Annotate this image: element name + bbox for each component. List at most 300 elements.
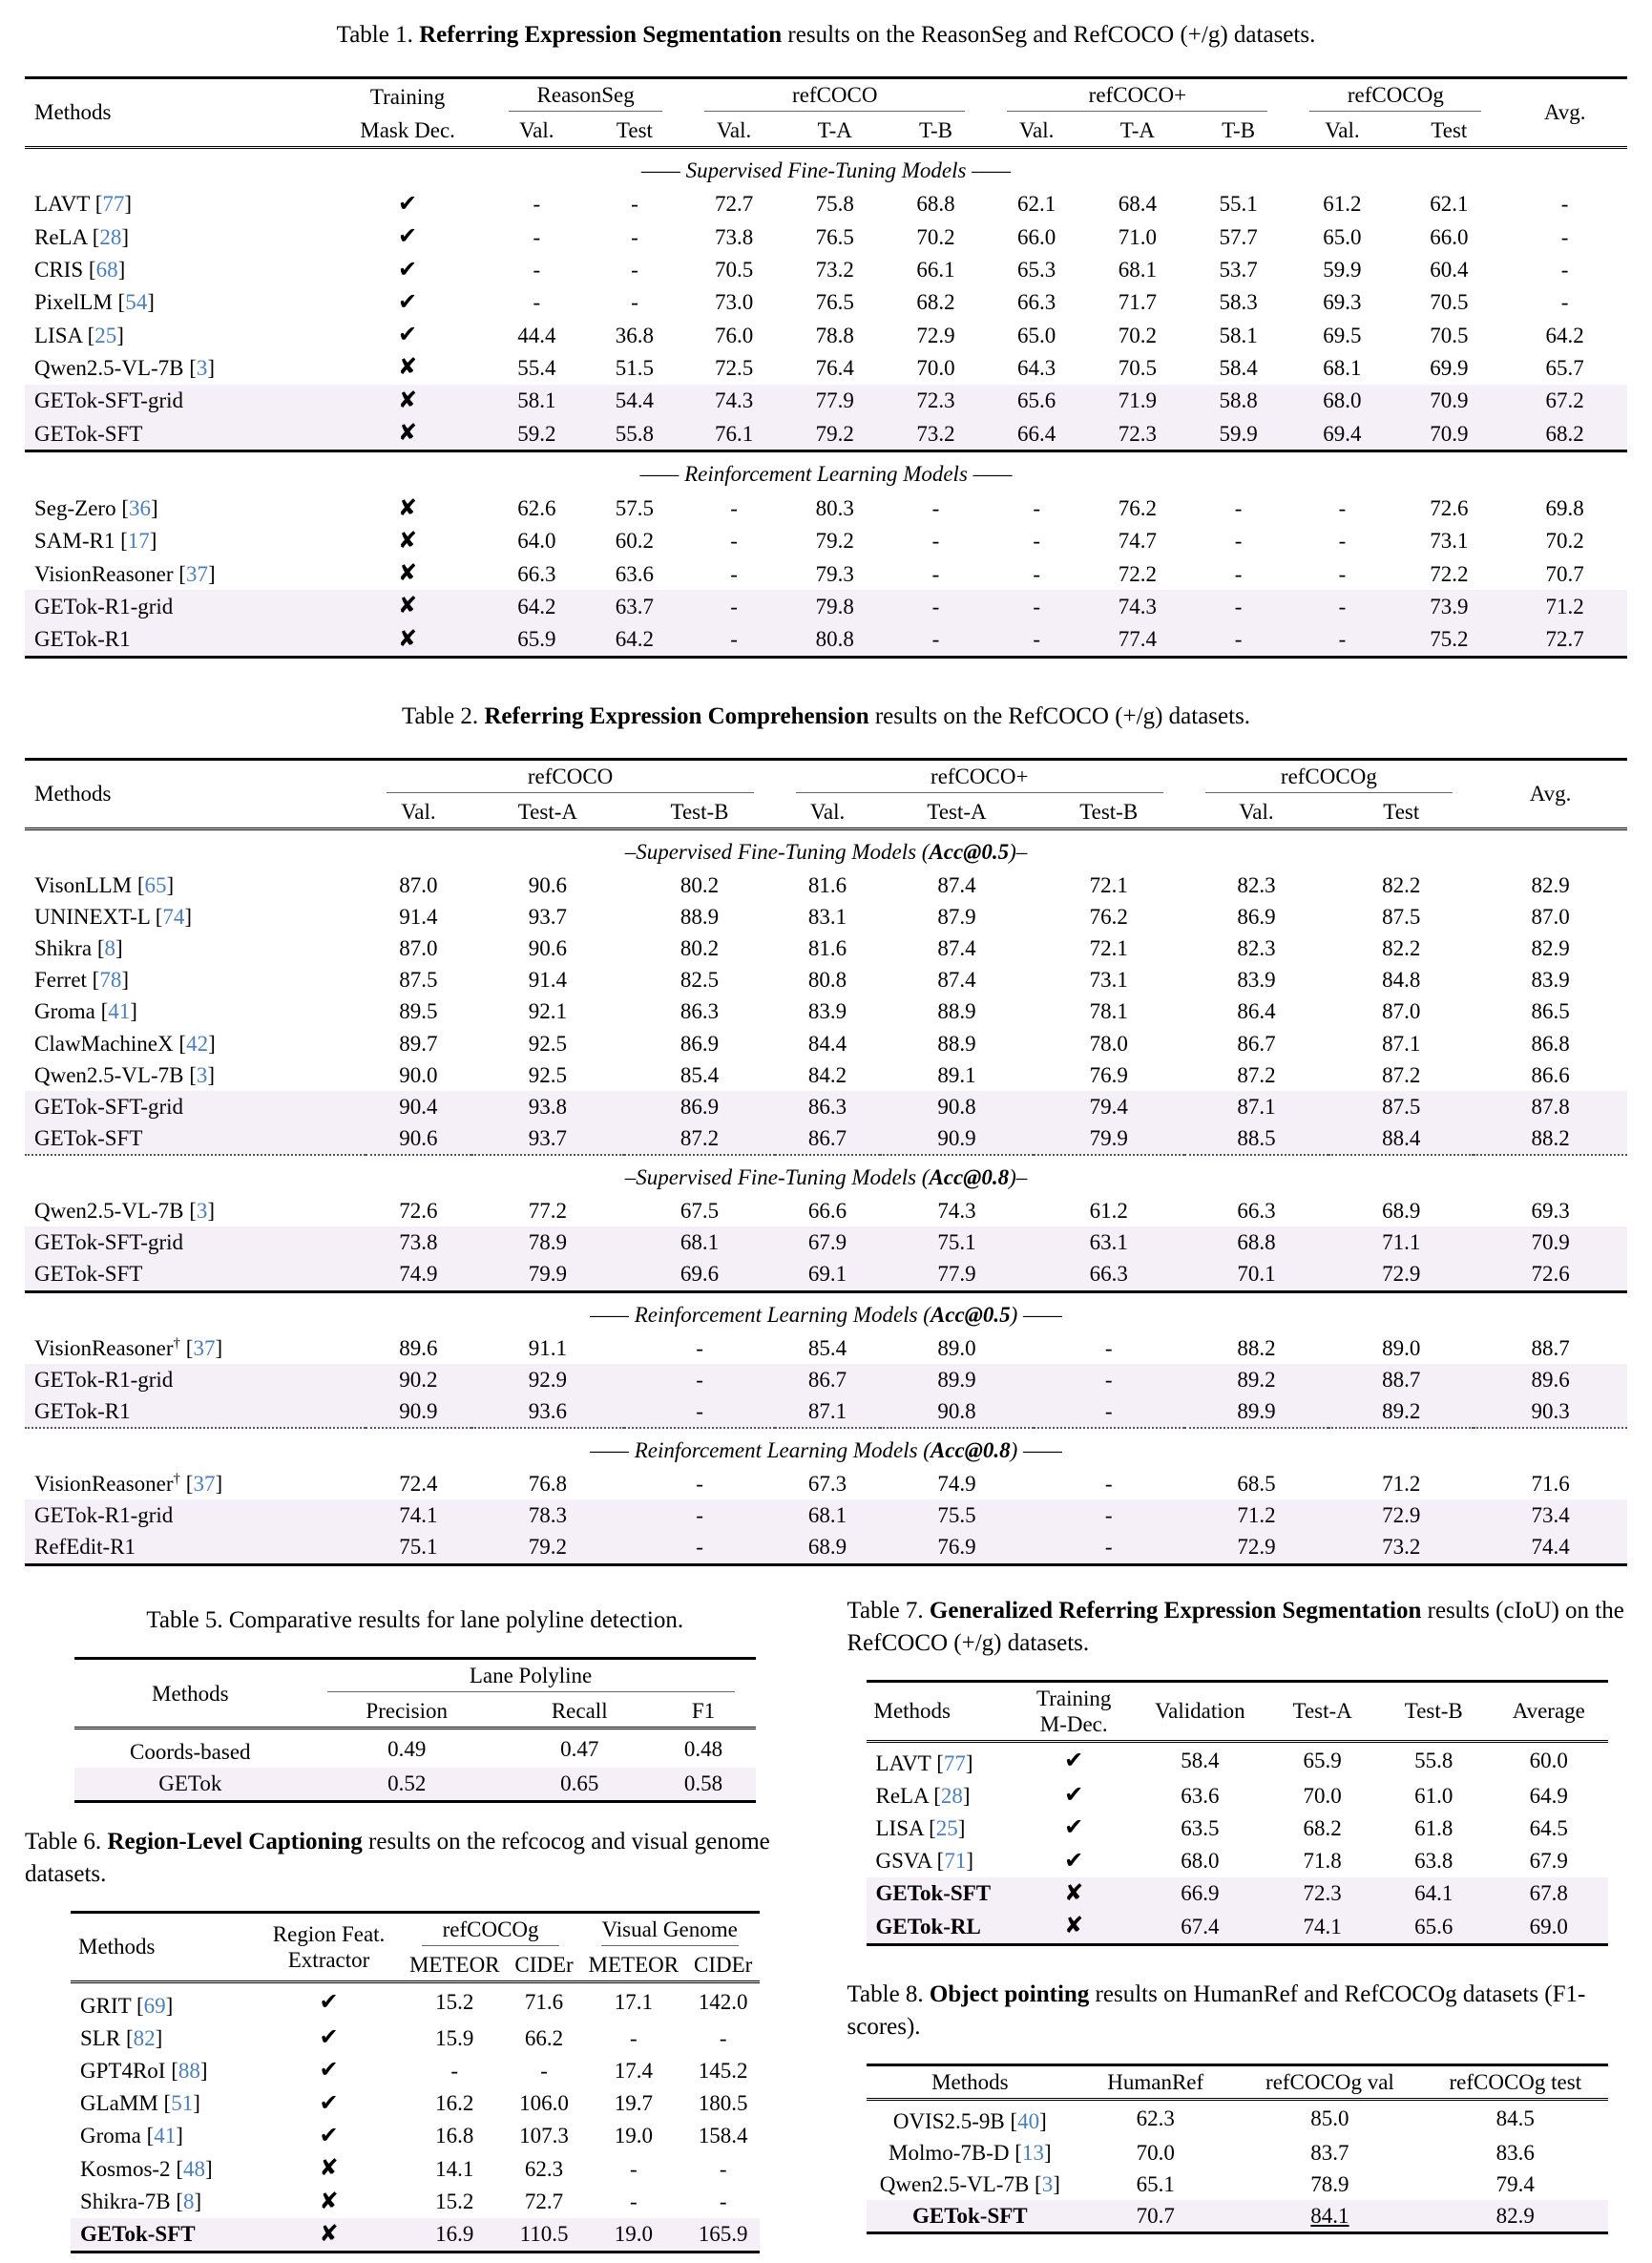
table7-caption-rest: results (cIoU) on the RefCOCO (+/g) datasets.	[847, 1597, 1624, 1657]
value-cell: 75.2	[1430, 627, 1469, 652]
value-cell: 70.5	[714, 258, 754, 283]
value-cell: 68.8	[1237, 1230, 1276, 1255]
value-cell: -	[1560, 258, 1569, 283]
table8	[867, 2064, 1609, 2235]
table-row[interactable]	[25, 1195, 1627, 1226]
method-label: Qwen2.5-VL-7B	[34, 1062, 184, 1087]
value-cell: 80.3	[815, 496, 854, 521]
value-cell: 70.5	[1430, 323, 1469, 347]
value-cell: -	[1338, 496, 1347, 521]
table-row[interactable]	[71, 2054, 760, 2086]
table-rule	[74, 1800, 756, 1802]
value-cell: 67.5	[680, 1199, 720, 1224]
table1-th-rcg-val: Val.	[1325, 117, 1360, 142]
value-cell: 91.4	[528, 968, 567, 993]
value-cell: -	[631, 290, 638, 315]
table-row[interactable]	[867, 1910, 1609, 1942]
value-cell: 90.9	[399, 1398, 438, 1423]
table-row[interactable]	[71, 2152, 760, 2185]
value-cell: -	[696, 1398, 703, 1423]
citation-ref[interactable]: [28]	[928, 1783, 971, 1808]
value-cell: 82.9	[1495, 2204, 1535, 2228]
table7-th-testb: Test-B	[1404, 1699, 1463, 1724]
value-cell: 75.1	[399, 1535, 438, 1560]
value-cell: 63.5	[1181, 1815, 1220, 1840]
citation-ref[interactable]: [8]	[92, 936, 123, 961]
value-cell: -	[1560, 192, 1569, 217]
table1-th-methods: Methods	[34, 100, 112, 125]
citation-ref[interactable]: [17]	[115, 529, 157, 554]
method-label: RefEdit-R1	[34, 1535, 136, 1560]
value-cell: 80.2	[680, 936, 720, 961]
section-label: –Supervised Fine-Tuning Models (Acc@0.8)–	[624, 1165, 1028, 1190]
table1	[25, 76, 1627, 660]
value-cell: 64.2	[615, 627, 655, 652]
citation-ref[interactable]: [3]	[1029, 2171, 1060, 2196]
method-label: ReLA	[875, 1783, 929, 1808]
table-row[interactable]	[25, 1364, 1627, 1395]
value-cell: 66.9	[1181, 1881, 1220, 1906]
value-cell: 70.1	[1237, 1262, 1276, 1287]
cross-icon: ✘	[398, 421, 418, 447]
table1-th-rcp-tb: T-B	[1222, 117, 1256, 142]
table-row[interactable]	[71, 2022, 760, 2054]
value-cell: -	[1104, 1535, 1113, 1560]
citation-ref[interactable]: [82]	[120, 2025, 163, 2050]
value-cell: 55.8	[1414, 1749, 1453, 1773]
method-label: GPT4RoI	[80, 2058, 166, 2083]
method-name-cell	[25, 623, 327, 656]
cross-icon: ✘	[1064, 1914, 1084, 1939]
citation-ref[interactable]: [40]	[1004, 2108, 1047, 2133]
value-cell: 73.8	[714, 224, 754, 249]
value-cell: 72.1	[1089, 936, 1128, 961]
value-cell: 82.9	[1531, 872, 1570, 897]
dagger-marker: †	[173, 1471, 181, 1487]
value-cell: -	[1104, 1472, 1113, 1497]
method-label: PixelLM	[34, 290, 113, 315]
table-row[interactable]	[867, 2200, 1609, 2232]
table-row[interactable]	[25, 286, 1627, 319]
citation-ref[interactable]: [28]	[86, 224, 130, 249]
table1-caption	[25, 19, 1627, 52]
method-label: ClawMachineX	[34, 1031, 174, 1056]
method-name-cell	[25, 417, 327, 450]
table-row[interactable]	[25, 492, 1627, 525]
value-cell: 88.7	[1382, 1367, 1421, 1392]
value-cell: 17.1	[614, 1990, 653, 2015]
table8-caption-bold: Object pointing	[929, 1980, 1090, 2007]
value-cell: 65.6	[1017, 388, 1056, 413]
value-cell: 73.8	[399, 1230, 438, 1255]
checkmark-icon: ✔	[398, 289, 418, 315]
citation-ref[interactable]: [54]	[112, 290, 155, 315]
value-cell: 70.9	[1430, 388, 1469, 413]
value-cell: 62.1	[1017, 192, 1056, 217]
value-cell: 85.0	[1310, 2106, 1349, 2131]
value-cell: 76.1	[714, 421, 754, 446]
table7-th-validation: Validation	[1155, 1699, 1245, 1724]
value-cell: 87.0	[1531, 905, 1570, 930]
table1-caption-bold: Referring Expression Segmentation	[419, 22, 783, 48]
table-row[interactable]	[867, 1845, 1609, 1877]
table6-th-methods: Methods	[78, 1935, 156, 1959]
method-name-cell	[71, 2087, 257, 2120]
value-cell: 90.2	[399, 1367, 438, 1392]
value-cell: 82.5	[680, 968, 720, 993]
value-cell: 0.47	[560, 1736, 599, 1761]
dagger-marker: †	[173, 1335, 181, 1352]
table2-th-refcocoplus	[775, 759, 1184, 796]
citation-ref[interactable]: [41]	[94, 999, 137, 1024]
value-cell: 71.9	[1118, 388, 1157, 413]
citation-ref[interactable]: [78]	[86, 968, 130, 993]
value-cell: 72.2	[1118, 561, 1157, 586]
value-cell: 58.4	[1181, 1749, 1220, 1773]
citation-ref[interactable]: [13]	[1009, 2140, 1052, 2165]
value-cell: 89.5	[399, 999, 438, 1024]
citation-ref[interactable]: [8]	[170, 2190, 202, 2214]
table-row[interactable]	[867, 1779, 1609, 1812]
method-name-cell	[71, 2022, 257, 2054]
method-label: LISA	[34, 323, 82, 347]
rule	[327, 1691, 735, 1692]
value-cell: 79.2	[815, 529, 854, 554]
citation-ref[interactable]: [3]	[183, 1062, 216, 1087]
value-cell: -	[1338, 595, 1347, 619]
value-cell: 59.2	[517, 421, 556, 446]
value-cell: -	[696, 1367, 703, 1392]
value-cell: -	[696, 1535, 703, 1560]
table-row[interactable]	[867, 1812, 1609, 1844]
citation-ref[interactable]: [74]	[149, 905, 193, 930]
value-cell: 70.0	[1303, 1783, 1342, 1808]
value-cell: 73.0	[714, 290, 754, 315]
section-divider-row	[25, 1428, 1627, 1468]
value-cell: 79.3	[815, 561, 854, 586]
value-cell: 54.4	[615, 388, 655, 413]
table-row[interactable]	[25, 417, 1627, 450]
table6-th-region-feat-line1: Region Feat.	[272, 1921, 386, 1946]
method-label: Groma	[80, 2124, 141, 2148]
value-cell: 70.7	[1136, 2204, 1175, 2228]
value-cell: 68.1	[1323, 356, 1362, 381]
value-cell: 74.1	[399, 1503, 438, 1528]
table1-th-reasonseg	[488, 77, 683, 115]
table-row[interactable]	[74, 1729, 756, 1769]
method-label: Ferret	[34, 968, 87, 993]
method-name-cell	[71, 2186, 257, 2218]
bottom-columns	[25, 1595, 1627, 2254]
citation-ref[interactable]: [88]	[165, 2058, 208, 2083]
value-cell: 14.1	[435, 2156, 474, 2181]
rule	[71, 2251, 760, 2253]
table-row[interactable]	[25, 1059, 1627, 1091]
value-cell: 82.2	[1382, 872, 1421, 897]
value-cell: 67.3	[807, 1472, 847, 1497]
table6-caption	[25, 1826, 805, 1892]
table-row[interactable]	[71, 2186, 760, 2218]
value-cell: 90.6	[399, 1125, 438, 1150]
table-row[interactable]	[25, 1531, 1627, 1562]
method-label: GRIT	[80, 1993, 132, 2018]
value-cell: 44.4	[517, 323, 556, 347]
value-cell: 79.2	[528, 1535, 567, 1560]
table-row[interactable]	[25, 932, 1627, 964]
value-cell: 60.0	[1529, 1749, 1568, 1773]
table-row[interactable]	[867, 2137, 1609, 2169]
citation-ref[interactable]: [51]	[157, 2091, 200, 2116]
table-row[interactable]	[71, 2120, 760, 2152]
citation-ref[interactable]: [48]	[170, 2156, 213, 2181]
value-cell: 15.2	[435, 1990, 474, 2015]
value-cell: -	[630, 2156, 638, 2181]
table8-caption	[847, 1979, 1628, 2044]
value-cell: 91.1	[528, 1335, 567, 1360]
table6-th-vg-meteor: METEOR	[588, 1952, 680, 1977]
cross-icon: ✘	[398, 528, 418, 554]
table-row[interactable]	[25, 1226, 1627, 1258]
table-row[interactable]	[25, 870, 1627, 901]
value-cell: 51.5	[615, 356, 655, 381]
table-rule	[25, 656, 1627, 658]
table-row[interactable]	[74, 1768, 756, 1799]
table-row[interactable]	[71, 2218, 760, 2251]
table-row[interactable]	[71, 2087, 760, 2120]
value-cell: 66.6	[807, 1199, 847, 1224]
value-cell: -	[730, 595, 738, 619]
value-cell: 89.0	[937, 1335, 976, 1360]
table2-th-rcp-val: Val.	[809, 799, 846, 824]
method-label: Kosmos-2	[80, 2156, 171, 2181]
value-cell: 71.6	[524, 1990, 564, 2015]
table8-th-refcocog-val: refCOCOg val	[1265, 2069, 1394, 2094]
value-cell: 66.3	[1017, 290, 1056, 315]
value-cell: -	[533, 224, 541, 249]
table-row[interactable]	[25, 351, 1627, 384]
table-row[interactable]	[867, 1741, 1609, 1779]
table6-th-refcocog-label: refCOCOg	[442, 1917, 539, 1941]
value-cell: 63.7	[615, 595, 655, 619]
citation-ref[interactable]: [3]	[183, 1199, 216, 1224]
table7-caption-bold: Generalized Referring Expression Segmentation	[929, 1597, 1422, 1624]
section-divider-row	[25, 451, 1627, 492]
table-row[interactable]	[25, 1091, 1627, 1122]
table2-th-rc-val: Val.	[401, 799, 436, 824]
table-row[interactable]	[25, 1258, 1627, 1289]
citation-ref[interactable]: [37]	[180, 1335, 223, 1360]
citation-ref[interactable]: [77]	[931, 1750, 973, 1775]
value-cell: 62.1	[1430, 192, 1469, 217]
value-cell: 63.6	[615, 561, 655, 586]
rule	[796, 792, 1163, 793]
table1-th-rcp-val: Val.	[1018, 117, 1055, 142]
value-cell: -	[931, 595, 940, 619]
value-cell: 76.9	[937, 1535, 976, 1560]
value-cell: 90.6	[528, 872, 567, 897]
table-row[interactable]	[25, 623, 1627, 656]
table2-caption-prefix: Table 2.	[401, 703, 479, 730]
rule	[1205, 792, 1453, 793]
value-cell: -	[1234, 496, 1243, 521]
value-cell: -	[730, 529, 738, 554]
table-row[interactable]	[25, 188, 1627, 220]
table-row[interactable]	[867, 2169, 1609, 2200]
value-cell: 59.9	[1219, 421, 1258, 446]
table-row[interactable]	[25, 1122, 1627, 1154]
value-cell: 67.2	[1545, 388, 1584, 413]
value-cell: 16.9	[435, 2222, 474, 2247]
method-label: LAVT	[875, 1750, 931, 1775]
value-cell: 74.9	[937, 1472, 976, 1497]
value-cell: 87.1	[1382, 1031, 1421, 1056]
value-cell: 67.4	[1181, 1914, 1220, 1938]
value-cell: 80.2	[680, 872, 720, 897]
table-row[interactable]	[25, 1028, 1627, 1059]
citation-ref[interactable]: [36]	[115, 496, 158, 521]
method-label: CRIS	[34, 258, 84, 283]
rule	[387, 792, 754, 793]
table-row[interactable]	[25, 220, 1627, 253]
method-name-cell	[25, 1364, 366, 1395]
citation-ref[interactable]: [25]	[81, 323, 124, 347]
value-cell: 62.3	[1136, 2106, 1175, 2131]
table-row[interactable]	[25, 254, 1627, 286]
citation-ref[interactable]: [69]	[131, 1993, 174, 2018]
table-rule	[25, 1563, 1627, 1565]
citation-ref[interactable]: [68]	[83, 258, 126, 283]
table5-th-f1: F1	[691, 1699, 716, 1724]
value-cell: 58.8	[1219, 388, 1258, 413]
value-cell: 91.4	[399, 905, 438, 930]
table-row[interactable]	[25, 1332, 1627, 1364]
value-cell: 66.3	[1237, 1199, 1276, 1224]
value-cell: 73.4	[1531, 1503, 1570, 1528]
rule	[1007, 111, 1267, 112]
value-cell: 87.4	[937, 968, 976, 993]
method-name-cell	[867, 1845, 1015, 1877]
value-cell: 90.9	[937, 1125, 976, 1150]
table8-th-methods: Methods	[931, 2069, 1009, 2094]
method-name-cell	[25, 286, 327, 319]
citation-ref[interactable]: [37]	[173, 561, 216, 586]
method-name-cell	[867, 2200, 1075, 2232]
value-cell: 70.5	[1118, 356, 1157, 381]
method-label: GETok-R1	[34, 1398, 131, 1423]
value-cell: 71.2	[1545, 595, 1584, 619]
table-row[interactable]	[25, 319, 1627, 351]
value-cell: -	[730, 627, 738, 652]
value-cell: 71.0	[1118, 224, 1157, 249]
value-cell: 62.6	[517, 496, 556, 521]
table-row[interactable]	[25, 1395, 1627, 1427]
value-cell: 86.9	[680, 1094, 720, 1119]
citation-ref[interactable]: [71]	[931, 1849, 973, 1874]
table-row[interactable]	[25, 557, 1627, 590]
table6-th-visual-genome-label: Visual Genome	[601, 1917, 738, 1941]
section-label: —— Supervised Fine-Tuning Models ——	[640, 157, 1012, 182]
citation-ref[interactable]: [65]	[132, 872, 175, 897]
value-cell: -	[631, 258, 638, 283]
value-cell: 88.2	[1531, 1125, 1570, 1150]
method-label: GETok-RL	[875, 1914, 981, 1938]
table1-th-maskdec: Mask Dec.	[360, 117, 455, 142]
value-cell: 82.9	[1531, 936, 1570, 961]
table-row[interactable]	[25, 1468, 1627, 1499]
cross-icon: ✘	[319, 2189, 339, 2214]
value-cell: 85.4	[807, 1335, 847, 1360]
value-cell: 83.9	[807, 999, 847, 1024]
method-name-cell	[25, 1531, 366, 1562]
citation-ref[interactable]: [37]	[180, 1472, 223, 1497]
method-name-cell	[25, 220, 327, 253]
method-label: GETok-SFT	[34, 1262, 143, 1287]
table-row[interactable]	[25, 1499, 1627, 1531]
value-cell: 69.0	[1529, 1914, 1568, 1938]
table6-th-region-feat-line2: Extractor	[287, 1947, 370, 1972]
table-row[interactable]	[25, 995, 1627, 1027]
checkmark-icon: ✔	[319, 1989, 339, 2015]
value-cell: 82.3	[1237, 936, 1276, 961]
value-cell: -	[696, 1335, 703, 1360]
value-cell: 72.9	[916, 323, 955, 347]
value-cell: 80.8	[807, 968, 847, 993]
value-cell: 71.2	[1382, 1472, 1421, 1497]
table-row[interactable]	[71, 1981, 760, 2022]
table7-th-training	[1014, 1681, 1133, 1741]
value-cell: 74.1	[1303, 1914, 1342, 1938]
value-cell: 77.2	[528, 1199, 567, 1224]
table-row[interactable]	[25, 901, 1627, 932]
table8-th-refcocog-test: refCOCOg test	[1449, 2069, 1582, 2094]
value-cell: 55.4	[517, 356, 556, 381]
value-cell: 79.9	[1089, 1125, 1128, 1150]
value-cell: 70.9	[1531, 1230, 1570, 1255]
value-cell: 85.4	[680, 1062, 720, 1087]
method-label: GETok-SFT	[80, 2222, 196, 2247]
table2-caption-rest: results on the RefCOCO (+/g) datasets.	[874, 703, 1251, 730]
citation-ref[interactable]: [42]	[173, 1031, 216, 1056]
value-cell: 53.7	[1219, 258, 1258, 283]
value-cell: 180.5	[698, 2091, 748, 2116]
method-label: Shikra	[34, 936, 93, 961]
citation-ref[interactable]: [41]	[140, 2124, 183, 2148]
value-cell: 60.4	[1430, 258, 1469, 283]
method-label: GETok-SFT	[34, 421, 143, 446]
table-row[interactable]	[25, 385, 1627, 417]
rule	[704, 111, 965, 112]
value-cell: 87.1	[807, 1398, 847, 1423]
value-cell: -	[1033, 627, 1041, 652]
value-cell: 70.0	[1136, 2140, 1175, 2165]
table-row[interactable]	[25, 964, 1627, 995]
method-name-cell	[25, 590, 327, 622]
table-row[interactable]	[867, 2099, 1609, 2137]
citation-ref[interactable]: [77]	[89, 192, 133, 217]
value-cell: 19.7	[614, 2091, 653, 2116]
table5-th-precision: Precision	[366, 1699, 449, 1724]
table-row[interactable]	[867, 1877, 1609, 1910]
table-row[interactable]	[25, 590, 1627, 622]
table1-th-rs-test: Test	[616, 117, 653, 142]
citation-ref[interactable]: [3]	[183, 356, 216, 381]
section-label: –Supervised Fine-Tuning Models (Acc@0.5)–	[624, 839, 1028, 864]
value-cell: 76.5	[815, 290, 854, 315]
table-row[interactable]	[25, 525, 1627, 557]
table2-caption-bold: Referring Expression Comprehension	[484, 703, 869, 730]
citation-ref[interactable]: [25]	[923, 1815, 966, 1840]
value-cell: 64.5	[1529, 1815, 1568, 1840]
